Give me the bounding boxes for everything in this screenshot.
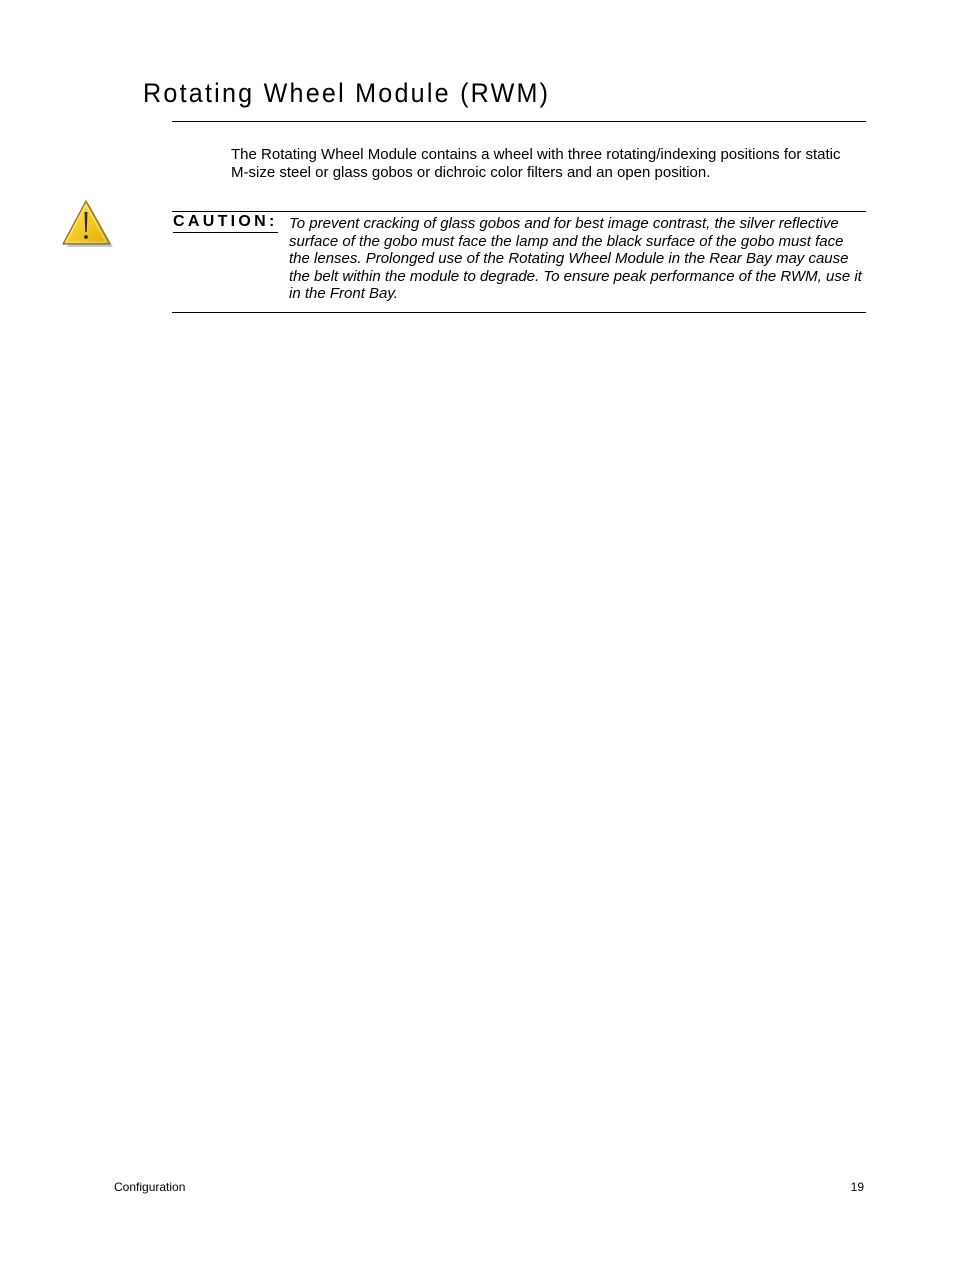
footer-section-name: Configuration bbox=[114, 1180, 186, 1194]
caution-text: To prevent cracking of glass gobos and for best image contrast, the silver reflective surface of the gobo must face the lamp and the black surface of the gobo must face the lenses. Prolonged use of the Rotating Wheel Module in the Rear Bay may cause the belt within the module to degrade. To ensure peak performance of the RWM, use it in the Front Bay. bbox=[289, 215, 862, 303]
caution-bottom-rule bbox=[172, 312, 866, 313]
caution-label: CAUTION: bbox=[173, 213, 278, 233]
warning-triangle-icon bbox=[60, 199, 114, 249]
footer-page-number: 19 bbox=[850, 1180, 864, 1194]
intro-paragraph: The Rotating Wheel Module contains a wheel with three rotating/indexing positions for static M-size steel or glass gobos or dichroic color filters and an open position. bbox=[231, 146, 841, 181]
page-title: Rotating Wheel Module (RWM) bbox=[143, 78, 551, 108]
title-rule bbox=[172, 121, 866, 122]
caution-top-rule bbox=[172, 211, 866, 212]
